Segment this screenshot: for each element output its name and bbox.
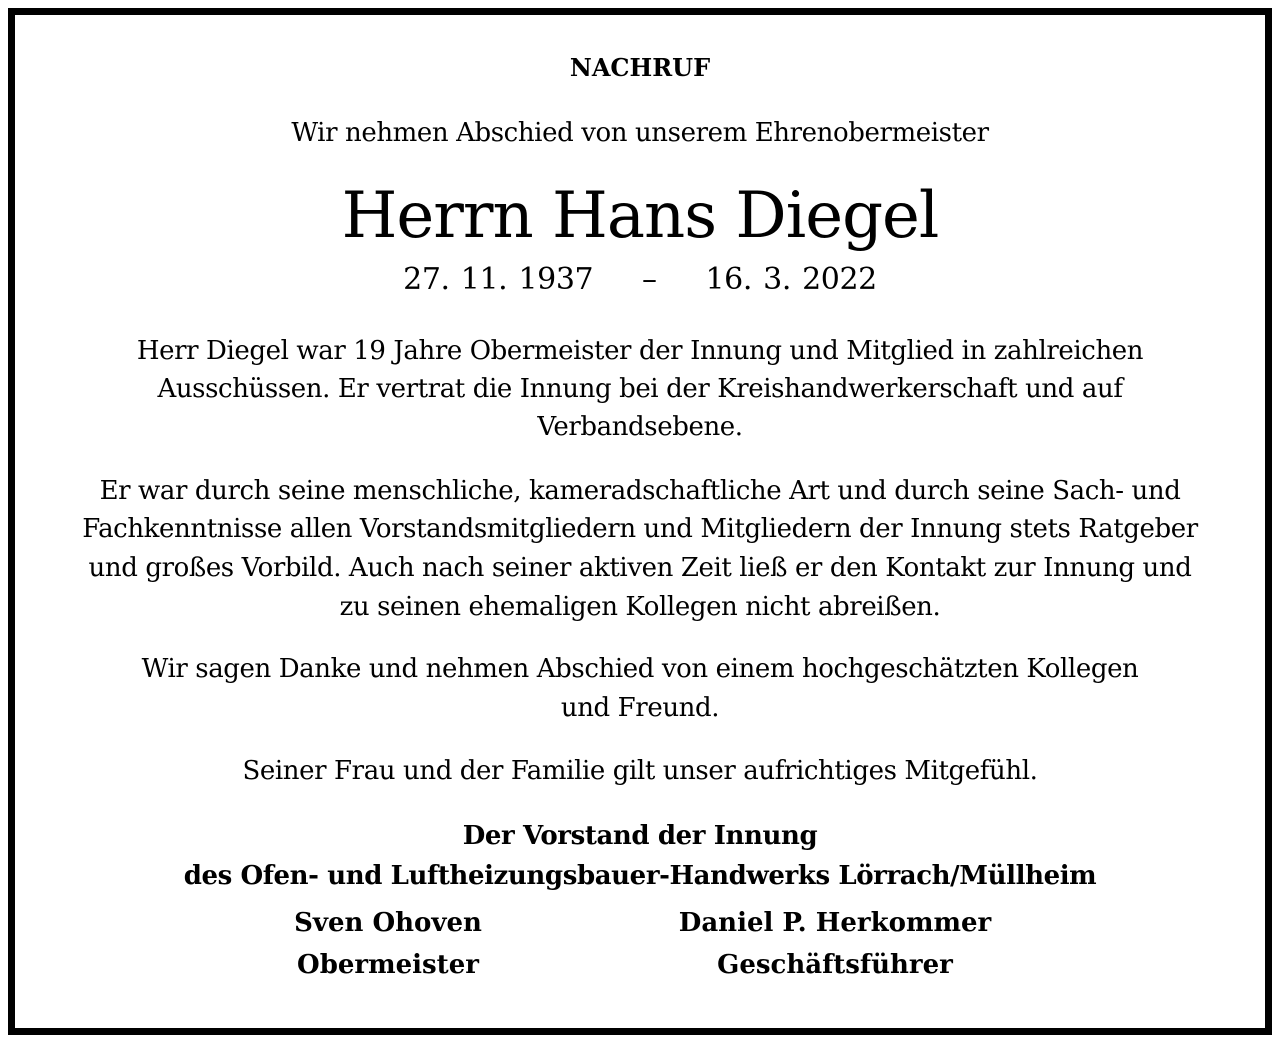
intro-line: Wir nehmen Abschied von unserem Ehrenobermeister [291, 118, 989, 148]
notice-heading: NACHRUF [569, 53, 711, 82]
paragraph-2-line-1: Er war durch seine menschliche, kameradschaftliche Art und durch seine Sach- und [99, 476, 1181, 506]
date-separator: – [642, 262, 657, 297]
signatory-2-name: Daniel P. Herkommer [678, 908, 992, 938]
signatory-1 [238, 902, 538, 986]
signatory-1-title: Obermeister [297, 950, 479, 980]
paragraph-2-line-2: Fachkenntnisse allen Vorstandsmitgliedern und Mitgliedern der Innung stets Ratgeber [82, 514, 1198, 544]
paragraph-3-line-2: und Freund. [560, 693, 720, 723]
paragraph-2-line-3: und großes Vorbild. Auch nach seiner aktiven Zeit ließ er den Kontakt zur Innung und [88, 553, 1192, 583]
paragraph-1-line-3: Verbandsebene. [537, 412, 743, 442]
birth-date: 27. 11. 1937 [403, 262, 594, 297]
paragraph-2-line-4: zu seinen ehemaligen Kollegen nicht abreißen. [339, 592, 941, 622]
deceased-name: Herrn Hans Diegel [341, 179, 939, 253]
organization-line-1: Der Vorstand der Innung [462, 821, 818, 851]
death-date: 16. 3. 2022 [705, 262, 877, 297]
paragraph-4-line-1: Seiner Frau und der Familie gilt unser aufrichtiges Mitgefühl. [242, 756, 1038, 786]
life-dates [0, 262, 1280, 297]
organization-line-2: des Ofen- und Luftheizungsbauer-Handwerks Lörrach/Müllheim [183, 861, 1097, 891]
signatory-2 [645, 902, 1025, 986]
signatory-2-title: Geschäftsführer [717, 950, 953, 980]
signatory-1-name: Sven Ohoven [294, 908, 482, 938]
paragraph-3-line-1: Wir sagen Danke und nehmen Abschied von einem hochgeschätzten Kollegen [141, 654, 1139, 684]
paragraph-1-line-2: Ausschüssen. Er vertrat die Innung bei der Kreishandwerkerschaft und auf [157, 374, 1123, 404]
paragraph-1-line-1: Herr Diegel war 19 Jahre Obermeister der Innung und Mitglied in zahlreichen [136, 336, 1144, 366]
